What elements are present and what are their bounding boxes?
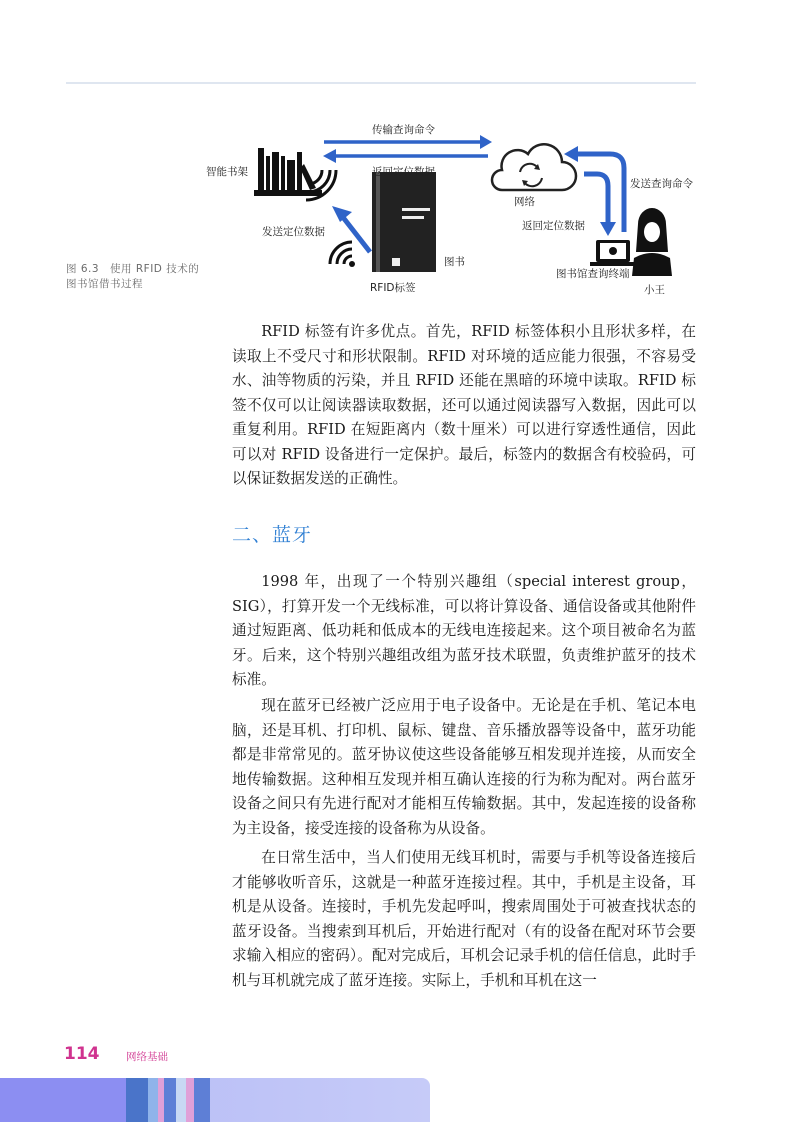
footer-stripe [186,1078,194,1122]
footer-decorative-band [0,1078,430,1122]
person-icon [632,208,672,276]
arrow-transmit-query [324,135,492,149]
header-rule [66,82,696,84]
label-send-location: 发送定位数据 [262,226,325,238]
footer-stripe [194,1078,210,1122]
arrow-return-location-top [323,149,488,163]
label-person: 小王 [644,284,665,296]
label-rfid-tag: RFID标签 [370,282,416,294]
figure-caption: 图 6.3 使用 RFID 技术的图书馆借书过程 [66,263,200,290]
paragraph-bluetooth-history: 1998 年，出现了一个特别兴趣组（special interest group，SIG），打算开发一个无线标准，可以将计算设备、通信设备或其他附件通过短距离、低功耗和低成本的无线电连接起来。这个项目被命名为蓝牙。后来，这个特别兴趣组改组为蓝牙技术联盟，负责维护蓝牙的技术标准。 [232,573,696,688]
cloud-network-icon [492,144,576,190]
label-network: 网络 [514,196,535,208]
label-transmit-query: 传输查询命令 [372,124,435,136]
arrow-return-location-right [584,174,616,236]
label-return-location-right: 返回定位数据 [522,220,585,232]
section-heading-bluetooth: 二、蓝牙 [232,524,313,546]
paragraph-rfid-advantages: RFID 标签有许多优点。首先，RFID 标签体积小且形状多样，在读取上不受尺寸和形状限制。RFID 对环境的适应能力很强，不容易受水、油等物质的污染，并且 RFID 还能在黑暗的环境中读取。RFID 标签不仅可以让阅读器读取数据，还可以通过阅读器写入数据，因此可以重复利用。RFID 在短距离内（数十厘米）可以进行穿透性通信，因此可以对 RFID 设备进行一定保护。最后，标签内的数据含有校验码，可以保证数据发送的正确性。 [232,323,696,487]
paragraph-bluetooth-example: 在日常生活中，当人们使用无线耳机时，需要与手机等设备连接后才能够收听音乐，这就是一种蓝牙连接过程。其中，手机是主设备，耳机是从设备。连接时，手机先发起呼叫，搜索周围处于可被查找状态的蓝牙设备。当搜索到耳机后，开始进行配对（有的设备在配对环节会要求输入相应的密码）。配对完成后，耳机会记录手机的信任信息，此时手机与耳机就完成了蓝牙连接。实际上，手机和耳机在这一 [232,849,696,989]
paragraph-bluetooth-usage: 现在蓝牙已经被广泛应用于电子设备中。无论是在手机、笔记本电脑，还是耳机、打印机、鼠标、键盘、音乐播放器等设备中，蓝牙功能都是非常常见的。蓝牙协议使这些设备能够互相发现并连接，从而安全地传输数据。这种相互发现并相互确认连接的行为称为配对。两台蓝牙设备之间只有先进行配对才能相互传输数据。其中，发起连接的设备称为主设备，接受连接的设备称为从设备。 [232,697,696,837]
book-icon [372,172,436,272]
label-bookshelf: 智能书架 [206,166,248,178]
arrow-send-location [332,206,370,252]
rfid-tag-icon [330,242,355,267]
label-book: 图书 [444,256,465,268]
footer-stripe [126,1078,148,1122]
terminal-icon [590,240,636,266]
label-send-query: 发送查询命令 [630,178,693,190]
footer-stripe [148,1078,158,1122]
page-number: 114 [64,1044,100,1064]
label-return-location-top: 返回定位数据 [372,166,435,178]
footer-stripe [176,1078,186,1122]
label-terminal: 图书馆查询终端 [556,268,630,280]
footer-stripe [164,1078,176,1122]
running-title: 网络基础 [126,1051,168,1063]
figure-rfid-library [192,112,700,302]
